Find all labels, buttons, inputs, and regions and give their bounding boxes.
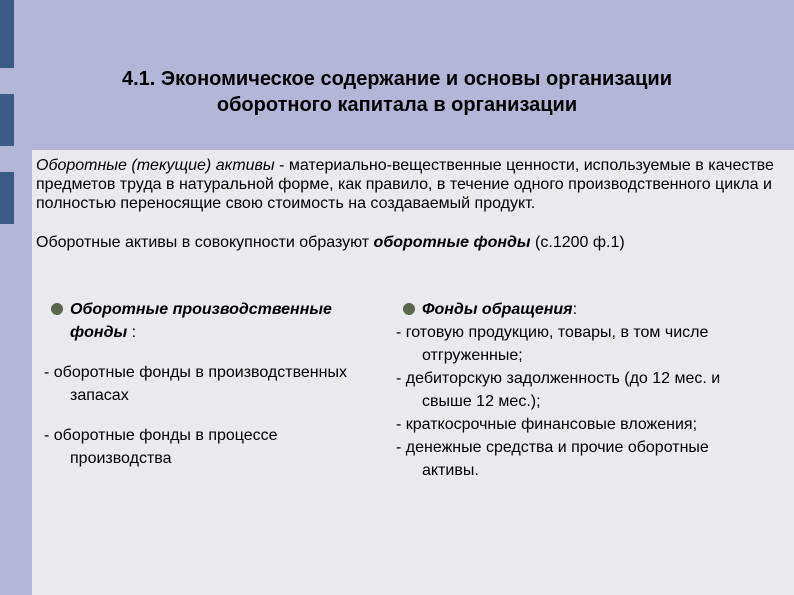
summary-paragraph bbox=[36, 233, 794, 252]
list-item: - оборотные фонды в производственных запасах bbox=[44, 364, 347, 404]
left-heading-term: Оборотные производственные фонды bbox=[70, 301, 332, 341]
list-item: - краткосрочные финансовые вложения; bbox=[396, 416, 698, 433]
right-heading-term: Фонды обращения bbox=[422, 301, 573, 318]
list-item: - готовую продукцию, товары, в том числе отгруженные; bbox=[396, 324, 709, 364]
right-column bbox=[396, 298, 756, 482]
definition-paragraph bbox=[36, 156, 776, 213]
summary-suffix: (с.1200 ф.1) bbox=[530, 234, 625, 251]
slide-title bbox=[40, 66, 754, 118]
definition-text: - материально-вещественные ценности, используемые в качестве предметов труда в натуральной форме, как правило, в течение одного производственного цикла и полностью переносящие свою стоимость на создаваемый продукт. bbox=[36, 157, 774, 212]
slide-title-line1: 4.1. Экономическое содержание и основы организации bbox=[121, 68, 673, 90]
slide-title-line2: оборотного капитала в организации bbox=[216, 94, 578, 116]
summary-prefix: Оборотные активы в совокупности образуют bbox=[36, 234, 374, 251]
summary-term: оборотные фонды bbox=[373, 234, 531, 251]
left-column bbox=[44, 298, 374, 470]
bullet-icon bbox=[403, 303, 415, 315]
accent-bar-middle bbox=[0, 94, 14, 146]
content-panel bbox=[32, 150, 794, 595]
list-item: - оборотные фонды в процессе производства bbox=[44, 427, 278, 467]
definition-term: Оборотные (текущие) активы bbox=[36, 157, 275, 174]
left-column-heading bbox=[44, 298, 374, 344]
bullet-icon bbox=[51, 303, 63, 315]
accent-bar-bottom bbox=[0, 172, 14, 224]
left-heading-suffix: : bbox=[127, 324, 137, 341]
list-item: - денежные средства и прочие оборотные активы. bbox=[396, 439, 709, 479]
list-item: - дебиторскую задолженность (до 12 мес. и свыше 12 мес.); bbox=[396, 370, 721, 410]
right-column-heading bbox=[396, 298, 756, 321]
right-heading-suffix: : bbox=[572, 301, 578, 318]
accent-bar-top bbox=[0, 0, 14, 68]
